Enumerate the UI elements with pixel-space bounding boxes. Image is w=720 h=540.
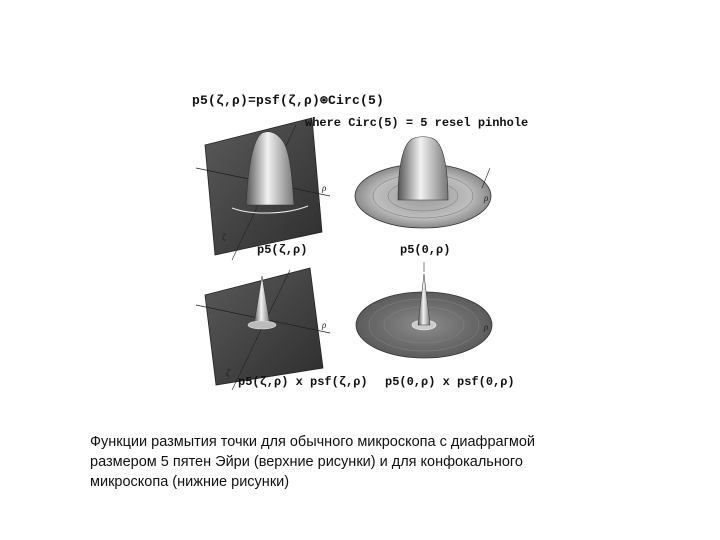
figure-caption: [90, 432, 650, 492]
axis-rho-top-right: ρ: [484, 193, 489, 203]
label-top-left: p5(ζ,ρ): [257, 243, 308, 257]
top-right-surface-plot: [355, 137, 491, 228]
label-bottom-right: p5(0,ρ) x psf(0,ρ): [385, 375, 515, 389]
axis-rho-top-left: ρ: [322, 183, 327, 193]
caption-line-1: Функции размытия точки для обычного микроскопа с диафрагмой: [90, 434, 536, 450]
bottom-left-surface-plot: [196, 268, 330, 390]
caption-line-2: размером 5 пятен Эйри (верхние рисунки) и для конфокального: [90, 454, 523, 470]
formula-where: where Circ(5) = 5 resel pinhole: [305, 116, 529, 130]
top-left-surface-plot: [196, 118, 330, 260]
axis-rho-bottom-right: ρ: [484, 322, 489, 332]
axis-zeta-top-left: ζ: [222, 232, 226, 242]
label-bottom-left: p5(ζ,ρ) x psf(ζ,ρ): [238, 375, 368, 389]
bottom-right-surface-plot: [356, 262, 492, 358]
caption-line-3: микроскопа (нижние рисунки): [90, 474, 290, 490]
formula-definition: p5(ζ,ρ)=psf(ζ,ρ)⊛Circ(5): [192, 93, 385, 108]
axis-rho-bottom-left: ρ: [322, 320, 327, 330]
axis-zeta-bottom-left: ζ: [226, 368, 230, 378]
label-top-right: p5(0,ρ): [400, 243, 451, 257]
